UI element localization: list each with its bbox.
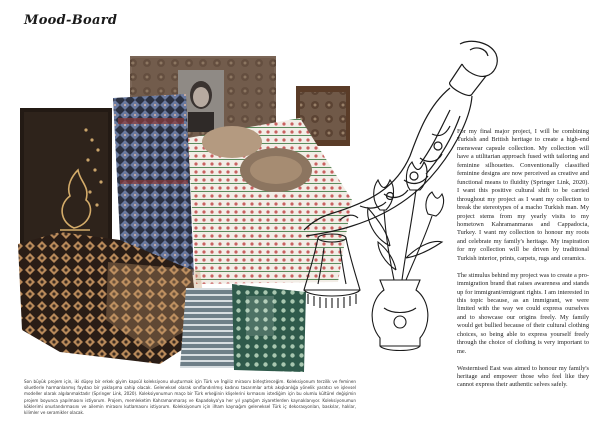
body-paragraph: Westernised East was aimed to honour my family's heritage and empower those who feel like they cannot express their authentic selves safely.: [457, 364, 589, 389]
body-paragraph: For my final major project, I will be combining Turkish and British heritage to create a high-end menswear capsule collection. My collection will have a utilitarian approach fused with tailoring and feminine silhouettes. Conventionally classified feminine designs are now perceived as creative and functional means to fluidity (Springer Link, 2020). I want this positive cultural shift to be carried throughout my project as I want my collection to break the stereotypes of a macho Turkish man. My project stems from my yearly visits to my hometown Kahramanmaras and Cappadocia, Turkey. I want my collection to honour my roots and celebrate my family's heritage. My inspiration for my collection will be driven by traditional Turkish interior, prints, carpets, rugs and ceramics.: [457, 128, 589, 262]
tulip-vase-sketch: [350, 150, 450, 360]
body-paragraph: The stimulus behind my project was to create a pro-immigration brand that raises awareness and stands up for immigrant/emigrant rights. I am interested in this topic because, as an immigrant, we were limited with the way we could express ourselves and to showcase our origins freely. My family would get bullied because of their cultural clothing choices, so being able to express yourself freely through the choice of clothing is very important to me.: [457, 271, 589, 355]
turkish-caption: Son büyük projem için, iki düşey bir erkek giyim kapsül koleksiyonu oluşturmak için Türk ve İngiliz mirasını birleştireceğim. Koleksiyonum terzilik ve feminen siluetlerle harmanlanmış faydacı bir yaklaşıma sahip olacak. Geleneksel olarak sınıflandırılmış kadınsı tasarımlar artık akışkanlığa yönelik yaratıcı ve işlevsel modeller olarak algılanmaktadır (Springer Link, 2020). Koleksiyonumun maço bir Türk erkeğinin klişelerini kırmasını istediğim için bu olumlu kültürel değişimin projem boyunca yapılmasını istiyorum. Projem, memleketim Kahramanmaraş ve Kapadokya'ya her yıl yaptığım ziyaretlerden kaynaklanıyor. Koleksiyonumun köklerimi onurlandırmasını ve ailemin mirasını kutlamasını istiyorum. Koleksiyonum için ilham kaynağım geleneksel Türk iç dekorasyonları, baskılar, halılar, kilimler ve seramikler olacak.: [24, 379, 356, 416]
project-description: [457, 128, 589, 390]
page-title: Mood-Board: [24, 13, 118, 28]
